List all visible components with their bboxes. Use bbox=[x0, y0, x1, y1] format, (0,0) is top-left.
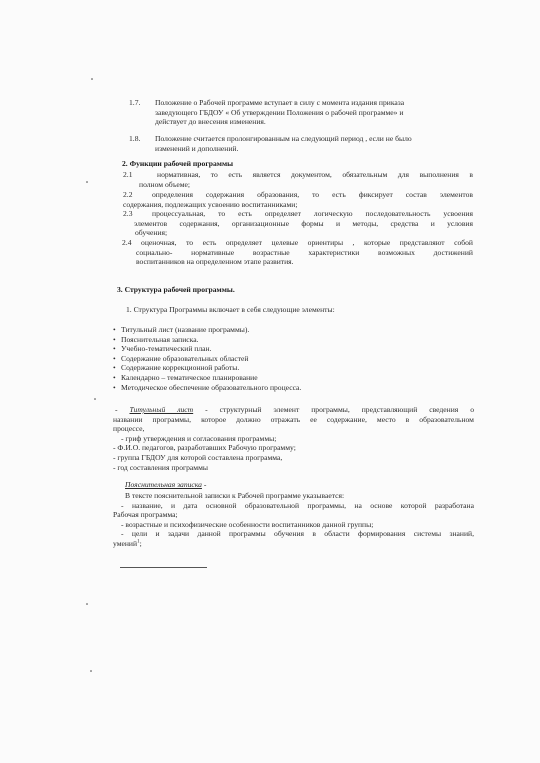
text-fragment: ; bbox=[139, 538, 142, 548]
explanatory-paragraph bbox=[113, 491, 474, 549]
term-title-page: Титульный лист bbox=[129, 405, 194, 414]
text-line bbox=[122, 238, 473, 248]
text-line: Положение считается пролонгированным на следующий период , если не было bbox=[155, 134, 412, 143]
title-page-paragraph bbox=[113, 405, 474, 472]
scan-speck bbox=[86, 181, 88, 183]
dash: - bbox=[201, 480, 207, 489]
text-line: воспитанников на определенном этапе развития. bbox=[136, 257, 294, 267]
list-item: • Методическое обеспечение образовательного процесса. bbox=[113, 383, 413, 393]
footnote-mark: 1 bbox=[137, 539, 140, 545]
text-line: - группа ГБДОУ для которой составлена программа, bbox=[113, 452, 283, 462]
section-2-heading: 2. Функции рабочей программы bbox=[122, 159, 234, 168]
text-line bbox=[113, 405, 474, 415]
text-fragment: умений bbox=[113, 538, 138, 548]
term-explanatory-note: Пояснительная записка bbox=[125, 480, 202, 489]
text-line: - цели и задачи данной программы обучения в области формирования системы знаний, bbox=[121, 529, 474, 539]
text-line: процессе, bbox=[113, 424, 145, 434]
list-item: • Пояснительная записка. bbox=[113, 335, 413, 345]
item-number: 1.7. bbox=[129, 98, 141, 107]
item-number: 2.2 bbox=[123, 190, 133, 199]
dash: - bbox=[115, 405, 130, 414]
text-line: Положение о Рабочей программе вступает в силу с момента издания приказа bbox=[155, 98, 405, 107]
text-line bbox=[113, 539, 474, 549]
text-line: определения содержания образования, то есть фиксирует состав элементов bbox=[152, 190, 473, 199]
list-item: • Содержание образовательных областей bbox=[113, 354, 413, 364]
footnote-separator bbox=[120, 567, 207, 568]
item-number: 1.8. bbox=[129, 134, 141, 143]
paragraph-2-4 bbox=[122, 238, 473, 267]
structure-intro: 1. Структура Программы включает в себя следующие элементы: bbox=[126, 305, 335, 314]
scan-speck bbox=[86, 603, 88, 605]
paragraph-1-8 bbox=[155, 134, 475, 153]
text-line: Рабочая программа; bbox=[113, 510, 178, 520]
scan-speck bbox=[90, 670, 92, 672]
list-item: • Календарно – тематическое планирование bbox=[113, 373, 413, 383]
text-line: действует до внесения изменения. bbox=[155, 117, 266, 127]
structure-elements-list bbox=[113, 325, 413, 392]
text-line: названии программы, которое должно отражать ее содержание, место в образовательном bbox=[113, 414, 474, 424]
section-3-heading: 3. Структура рабочей программы. bbox=[117, 285, 235, 294]
text-line: заведующего ГБДОУ « Об утверждении Положения о рабочей программе» и bbox=[155, 107, 404, 117]
list-item: • Содержание коррекционной работы. bbox=[113, 363, 413, 373]
text-line: - возрастные и психофизические особенности воспитанников данной группы; bbox=[121, 519, 374, 529]
text-line: полном объеме; bbox=[139, 179, 191, 189]
paragraph-2-1 bbox=[135, 170, 473, 189]
text-line: - гриф утверждения и согласования программы; bbox=[121, 433, 277, 443]
scan-speck bbox=[94, 398, 96, 400]
explanatory-term bbox=[125, 480, 206, 490]
paragraph-2-3 bbox=[135, 209, 473, 238]
item-number: 2.1 bbox=[123, 170, 133, 179]
text-line: - год составления программы bbox=[113, 462, 209, 472]
text-line: изменений и дополнений. bbox=[155, 143, 239, 153]
text-line: социально- нормативные возрастные характеристики возможных достижений bbox=[136, 247, 473, 257]
item-number: 2.4 bbox=[122, 238, 132, 247]
text-line: - Ф.И.О. педагогов, разработавших Рабочую программу; bbox=[113, 443, 296, 453]
item-text: оценочная, то есть определяет целевые ориентиры , которые представляют собой bbox=[141, 238, 473, 247]
list-item: • Титульный лист (название программы). bbox=[113, 325, 413, 335]
text-line: процессуальная, то есть определяет логическую последовательность усвоения bbox=[152, 209, 473, 218]
list-item: • Учебно-тематический план. bbox=[113, 344, 413, 354]
text-line: нормативная, то есть является документом, обязательным для выполнения в bbox=[157, 170, 473, 179]
scan-speck bbox=[91, 78, 93, 80]
text-line: содержания, подлежащих усвоению воспитанниками; bbox=[123, 199, 298, 209]
text-line: - название, и дата основной образовательной программы, на основе которой разработана bbox=[121, 500, 474, 510]
text-line: обучения; bbox=[135, 228, 168, 238]
definition-text: - структурный элемент программы, представляющий сведения о bbox=[193, 405, 474, 414]
item-number: 2.3 bbox=[123, 209, 133, 218]
paragraph-1-7 bbox=[155, 98, 475, 127]
text-line: В тексте пояснительной записки к Рабочей программе указывается: bbox=[125, 491, 345, 500]
text-line: элементов содержания, организационные формы и методы, средства и условия bbox=[134, 218, 473, 228]
